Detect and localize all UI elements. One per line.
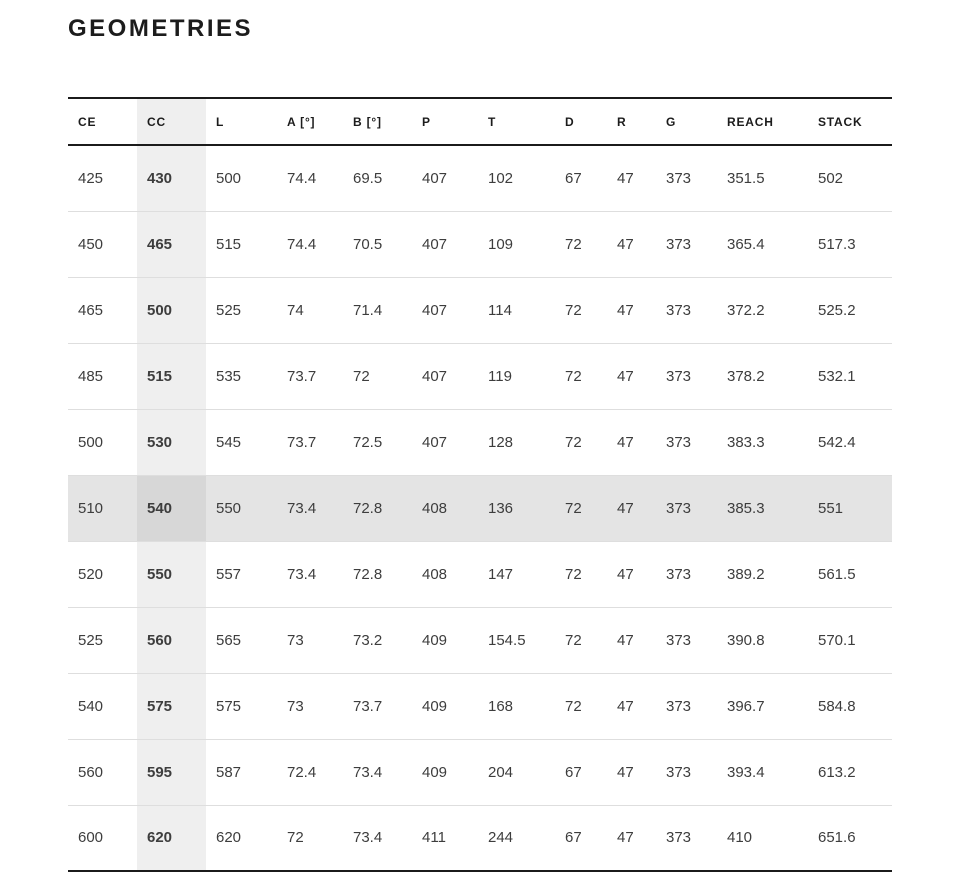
table-cell-stack: 532.1 [808,343,892,409]
table-cell-p: 407 [412,409,478,475]
table-cell-ce: 520 [68,541,137,607]
table-cell-l: 535 [206,343,277,409]
table-cell-p: 407 [422,169,448,187]
table-cell-l: 500 [216,169,242,187]
table-cell-t: 109 [478,211,555,277]
table-cell-g: 373 [656,343,717,409]
table-cell-reach: 385.3 [717,475,808,541]
table-row[interactable] [68,277,892,343]
column-header-g: G [656,98,717,145]
table-cell-r: 47 [617,169,634,187]
table-row[interactable] [68,409,892,475]
column-header-cc: CC [137,98,206,145]
table-cell-reach: 378.2 [717,343,808,409]
table-cell-stack: 570.1 [808,607,892,673]
table-cell-reach: 365.4 [717,211,808,277]
table-cell-a: 74.4 [277,211,343,277]
table-cell-l: 525 [206,277,277,343]
table-cell-a: 73.7 [277,343,343,409]
table-cell-a: 72.4 [277,739,343,805]
table-cell-stack: 502 [818,169,844,187]
table-cell-r: 47 [607,739,656,805]
table-cell-g: 373 [656,673,717,739]
table-cell-stack: 517.3 [808,211,892,277]
table-cell-b: 72.5 [343,409,412,475]
table-cell-g: 373 [656,607,717,673]
table-row[interactable] [68,739,892,805]
table-cell-g: 373 [656,211,717,277]
table-cell-t: 204 [478,739,555,805]
table-cell-d: 72 [555,211,607,277]
table-cell-d: 67 [555,805,607,871]
table-cell-l: 620 [206,805,277,871]
table-cell-d: 72 [555,475,607,541]
table-cell-cc: 465 [137,211,206,277]
table-cell-p: 407 [412,343,478,409]
table-cell-reach: 396.7 [717,673,808,739]
table-cell-l: 575 [206,673,277,739]
table-cell-ce: 510 [68,475,137,541]
table-cell-reach: 372.2 [717,277,808,343]
table-cell-r: 47 [607,343,656,409]
table-cell-reach: 410 [717,805,808,871]
table-cell-stack: 542.4 [808,409,892,475]
table-cell-a: 73 [277,607,343,673]
table-cell-p: 409 [412,739,478,805]
table-body [68,145,892,871]
table-cell-l: 550 [206,475,277,541]
table-cell-a: 74.4 [287,169,317,187]
table-cell-b: 73.2 [343,607,412,673]
table-cell-a: 74 [277,277,343,343]
table-cell-g: 373 [656,805,717,871]
table-cell-b: 71.4 [343,277,412,343]
table-cell-b: 73.4 [343,739,412,805]
table-cell-stack: 525.2 [808,277,892,343]
table-row[interactable] [68,805,892,871]
table-cell-d: 72 [555,541,607,607]
table-cell-l: 515 [206,211,277,277]
table-cell-r: 47 [607,211,656,277]
table-cell-t: 119 [478,343,555,409]
table-cell-ce: 540 [68,673,137,739]
table-cell-b: 72.8 [343,475,412,541]
column-header-l: L [206,98,277,145]
table-cell-d: 72 [555,343,607,409]
table-cell-a: 73.4 [277,475,343,541]
table-row[interactable] [68,145,892,211]
table-cell-g: 373 [656,739,717,805]
table-cell-p: 409 [412,673,478,739]
table-cell-p: 407 [412,211,478,277]
table-cell-r: 47 [607,607,656,673]
table-cell-cc: 430 [137,145,206,211]
table-cell-g: 373 [656,409,717,475]
table-cell-d: 72 [555,673,607,739]
column-header-stack: STACK [808,98,892,145]
table-cell-a: 72 [277,805,343,871]
geometry-table [68,97,892,872]
table-row[interactable] [68,475,892,541]
table-cell-cc: 575 [137,673,206,739]
table-row[interactable] [68,211,892,277]
column-header-p: P [412,98,478,145]
table-cell-t: 168 [478,673,555,739]
table-cell-cc: 550 [137,541,206,607]
table-cell-d: 67 [555,739,607,805]
column-header-r: R [607,98,656,145]
table-cell-d: 72 [555,607,607,673]
table-cell-g: 373 [656,541,717,607]
table-cell-b: 72.8 [343,541,412,607]
table-cell-cc: 620 [137,805,206,871]
table-cell-a: 73 [277,673,343,739]
table-cell-ce: 600 [68,805,137,871]
column-header-t: T [478,98,555,145]
table-cell-b: 73.7 [343,673,412,739]
table-cell-reach: 393.4 [717,739,808,805]
table-cell-reach: 390.8 [717,607,808,673]
column-header-b: B [°] [343,98,412,145]
table-row[interactable] [68,673,892,739]
table-cell-t: 102 [488,169,514,187]
table-cell-a: 73.4 [277,541,343,607]
table-cell-reach: 389.2 [717,541,808,607]
table-cell-cc: 515 [137,343,206,409]
table-cell-l: 545 [206,409,277,475]
table-cell-cc: 540 [137,475,206,541]
table-cell-a: 73.7 [277,409,343,475]
table-cell-r: 47 [607,673,656,739]
table-cell-p: 407 [412,277,478,343]
table-cell-g: 373 [656,475,717,541]
table-cell-d: 67 [565,169,582,187]
table-cell-cc: 530 [137,409,206,475]
table-cell-g: 373 [666,169,692,187]
column-header-a: A [°] [277,98,343,145]
table-cell-r: 47 [607,805,656,871]
table-cell-reach: 383.3 [717,409,808,475]
table-cell-stack: 651.6 [808,805,892,871]
table-cell-l: 565 [206,607,277,673]
table-cell-ce: 450 [68,211,137,277]
table-cell-b: 70.5 [343,211,412,277]
table-cell-stack: 561.5 [808,541,892,607]
table-cell-t: 244 [478,805,555,871]
table-cell-r: 47 [607,475,656,541]
table-cell-stack: 551 [808,475,892,541]
table-cell-ce: 485 [68,343,137,409]
table-cell-b: 69.5 [353,169,383,187]
table-cell-g: 373 [656,277,717,343]
table-cell-l: 557 [206,541,277,607]
table-row[interactable] [68,343,892,409]
table-cell-ce: 525 [68,607,137,673]
table-cell-ce: 425 [78,169,104,187]
table-cell-reach: 351.5 [727,169,765,187]
table-cell-l: 587 [206,739,277,805]
table-cell-t: 147 [478,541,555,607]
table-cell-p: 408 [412,541,478,607]
table-cell-ce: 560 [68,739,137,805]
table-cell-p: 408 [412,475,478,541]
table-cell-t: 114 [478,277,555,343]
table-cell-ce: 500 [68,409,137,475]
table-cell-stack: 584.8 [808,673,892,739]
table-cell-cc: 595 [137,739,206,805]
table-cell-cc: 500 [137,277,206,343]
table-cell-cc: 560 [137,607,206,673]
table-cell-p: 409 [412,607,478,673]
table-cell-t: 128 [478,409,555,475]
page-title: GEOMETRIES [68,15,254,42]
table-row[interactable] [68,541,892,607]
column-header-reach: REACH [717,98,808,145]
table-cell-r: 47 [607,541,656,607]
table-cell-d: 72 [555,277,607,343]
table-cell-b: 72 [343,343,412,409]
table-cell-b: 73.4 [343,805,412,871]
column-header-ce: CE [68,98,137,145]
column-header-d: D [555,98,607,145]
table-cell-r: 47 [607,409,656,475]
table-cell-t: 136 [478,475,555,541]
table-cell-t: 154.5 [478,607,555,673]
table-cell-d: 72 [555,409,607,475]
table-cell-ce: 465 [68,277,137,343]
table-cell-p: 411 [412,805,478,871]
table-cell-stack: 613.2 [808,739,892,805]
table-cell-r: 47 [607,277,656,343]
table-header-row [68,98,892,145]
table-row[interactable] [68,607,892,673]
